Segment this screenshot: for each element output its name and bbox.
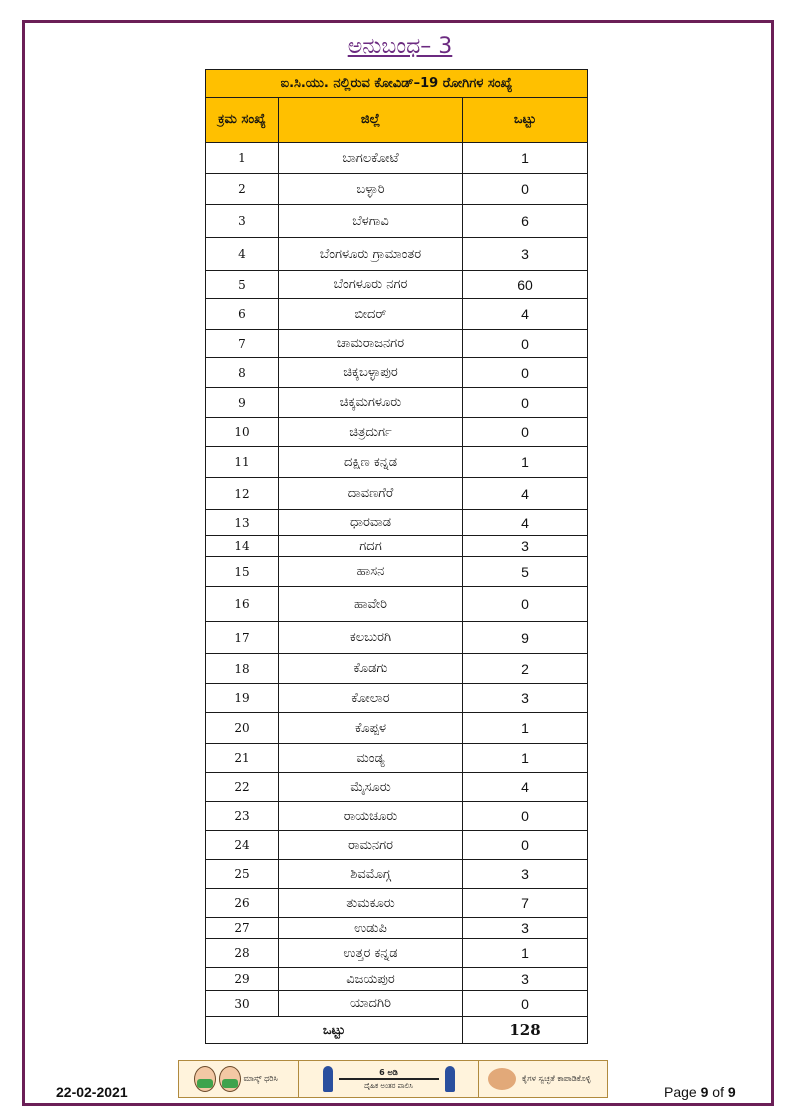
hand-wash-icon	[488, 1068, 516, 1090]
person-icon	[445, 1066, 455, 1092]
table-row	[206, 330, 588, 358]
row-total: 1	[463, 143, 588, 174]
mask-section	[179, 1061, 299, 1097]
row-total: 0	[463, 418, 588, 447]
row-sl-no: 6	[206, 299, 279, 330]
row-sl-no: 13	[206, 510, 279, 536]
table-row	[206, 713, 588, 744]
row-total: 3	[463, 860, 588, 889]
hygiene-text: ಕೈಗಳ ಸ್ವಚ್ಛತೆ ಕಾಪಾಡಿಕೊಳ್ಳಿ	[522, 1074, 591, 1083]
table-row	[206, 684, 588, 713]
row-sl-no: 4	[206, 238, 279, 271]
distance-value: 6 ಅಡಿ	[379, 1067, 398, 1077]
masked-face-icon	[194, 1066, 216, 1092]
icu-covid-table	[205, 69, 588, 1044]
row-sl-no: 19	[206, 684, 279, 713]
row-district: ಬೀದರ್	[279, 299, 463, 330]
row-district: ಕೋಲಾರ	[279, 684, 463, 713]
row-total: 4	[463, 773, 588, 802]
table-row	[206, 299, 588, 330]
row-sl-no: 21	[206, 744, 279, 773]
row-sl-no: 29	[206, 968, 279, 991]
row-total: 3	[463, 536, 588, 557]
table-row	[206, 773, 588, 802]
hygiene-section	[479, 1061, 607, 1097]
row-total: 2	[463, 654, 588, 684]
row-sl-no: 15	[206, 557, 279, 587]
page-number	[664, 1084, 736, 1100]
row-district: ದಾವಣಗೆರೆ	[279, 478, 463, 510]
row-total: 6	[463, 205, 588, 238]
table-row	[206, 802, 588, 831]
row-sl-no: 28	[206, 939, 279, 968]
header-sl-no: ಕ್ರಮ ಸಂಖ್ಯೆ	[206, 98, 279, 143]
annex-title: ಅನುಬಂಧ– 3	[347, 34, 453, 59]
table-row	[206, 939, 588, 968]
distance-text: ದೈಹಿಕ ಅಂತರ ಪಾಲಿಸಿ	[364, 1081, 413, 1090]
row-district: ಕೊಪ್ಪಳ	[279, 713, 463, 744]
table-row	[206, 358, 588, 388]
row-total: 4	[463, 510, 588, 536]
row-district: ರಾಯಚೂರು	[279, 802, 463, 831]
row-district: ತುಮಕೂರು	[279, 889, 463, 918]
row-total: 0	[463, 388, 588, 418]
row-sl-no: 2	[206, 174, 279, 205]
table-row	[206, 174, 588, 205]
distance-section	[299, 1061, 479, 1097]
report-date: 22-02-2021	[56, 1084, 128, 1100]
table-row	[206, 143, 588, 174]
row-total: 0	[463, 587, 588, 622]
row-total: 4	[463, 299, 588, 330]
row-total: 0	[463, 991, 588, 1017]
table-row	[206, 388, 588, 418]
row-sl-no: 1	[206, 143, 279, 174]
row-sl-no: 25	[206, 860, 279, 889]
row-sl-no: 16	[206, 587, 279, 622]
row-sl-no: 30	[206, 991, 279, 1017]
masked-face-icon	[219, 1066, 241, 1092]
row-sl-no: 12	[206, 478, 279, 510]
total-value: 128	[463, 1017, 588, 1044]
row-district: ದಕ್ಷಿಣ ಕನ್ನಡ	[279, 447, 463, 478]
row-total: 0	[463, 802, 588, 831]
table-row	[206, 478, 588, 510]
row-total: 0	[463, 330, 588, 358]
row-sl-no: 26	[206, 889, 279, 918]
row-district: ಚಿಕ್ಕಮಗಳೂರು	[279, 388, 463, 418]
row-sl-no: 27	[206, 918, 279, 939]
row-district: ಕಲಬುರಗಿ	[279, 622, 463, 654]
table-total-row	[206, 1017, 588, 1044]
row-sl-no: 8	[206, 358, 279, 388]
row-district: ಗದಗ	[279, 536, 463, 557]
row-district: ಶಿವಮೊಗ್ಗ	[279, 860, 463, 889]
row-total: 4	[463, 478, 588, 510]
row-sl-no: 17	[206, 622, 279, 654]
row-sl-no: 10	[206, 418, 279, 447]
double-arrow-icon	[339, 1078, 439, 1080]
row-district: ರಾಮನಗರ	[279, 831, 463, 860]
row-district: ಚಿತ್ರದುರ್ಗ	[279, 418, 463, 447]
table-row	[206, 510, 588, 536]
row-district: ಬೆಳಗಾವಿ	[279, 205, 463, 238]
row-district: ಉಡುಪಿ	[279, 918, 463, 939]
row-district: ಚಾಮರಾಜನಗರ	[279, 330, 463, 358]
table-row	[206, 622, 588, 654]
row-district: ಯಾದಗಿರಿ	[279, 991, 463, 1017]
mask-text: ಮಾಸ್ಕ್ ಧರಿಸಿ	[243, 1074, 278, 1083]
table-title: ಐ.ಸಿ.ಯು. ನಲ್ಲಿರುವ ಕೋವಿಡ್–19 ರೋಗಿಗಳ ಸಂಖ್ಯೆ	[206, 70, 588, 98]
total-label: ಒಟ್ಟು	[206, 1017, 463, 1044]
table-row	[206, 205, 588, 238]
row-district: ಕೊಡಗು	[279, 654, 463, 684]
row-sl-no: 20	[206, 713, 279, 744]
covid-safety-banner	[178, 1060, 608, 1098]
row-total: 1	[463, 713, 588, 744]
row-total: 3	[463, 684, 588, 713]
row-total: 0	[463, 174, 588, 205]
page-of: of	[712, 1084, 724, 1100]
row-total: 0	[463, 831, 588, 860]
table-row	[206, 557, 588, 587]
person-icon	[323, 1066, 333, 1092]
row-total: 60	[463, 271, 588, 299]
table-row	[206, 654, 588, 684]
row-total: 5	[463, 557, 588, 587]
row-sl-no: 7	[206, 330, 279, 358]
row-total: 1	[463, 447, 588, 478]
row-total: 1	[463, 939, 588, 968]
table-row	[206, 744, 588, 773]
table-header-row	[206, 98, 588, 143]
row-district: ಹಾಸನ	[279, 557, 463, 587]
row-district: ಬಾಗಲಕೋಟೆ	[279, 143, 463, 174]
table-row	[206, 587, 588, 622]
row-district: ಬಳ್ಳಾರಿ	[279, 174, 463, 205]
row-district: ಧಾರವಾಡ	[279, 510, 463, 536]
table-row	[206, 918, 588, 939]
table-row	[206, 238, 588, 271]
table-row	[206, 831, 588, 860]
row-total: 3	[463, 968, 588, 991]
row-total: 0	[463, 358, 588, 388]
row-sl-no: 22	[206, 773, 279, 802]
header-total: ಒಟ್ಟು	[463, 98, 588, 143]
row-district: ಬೆಂಗಳೂರು ಗ್ರಾಮಾಂತರ	[279, 238, 463, 271]
row-sl-no: 18	[206, 654, 279, 684]
table-row	[206, 447, 588, 478]
row-district: ಉತ್ತರ ಕನ್ನಡ	[279, 939, 463, 968]
row-district: ಹಾವೇರಿ	[279, 587, 463, 622]
table-row	[206, 418, 588, 447]
row-total: 9	[463, 622, 588, 654]
row-district: ವಿಜಯಪುರ	[279, 968, 463, 991]
table-row	[206, 536, 588, 557]
table-row	[206, 271, 588, 299]
row-sl-no: 3	[206, 205, 279, 238]
page-current: 9	[700, 1084, 709, 1100]
row-sl-no: 14	[206, 536, 279, 557]
row-sl-no: 11	[206, 447, 279, 478]
row-sl-no: 5	[206, 271, 279, 299]
row-district: ಬೆಂಗಳೂರು ನಗರ	[279, 271, 463, 299]
row-district: ಚಿಕ್ಕಬಳ್ಳಾಪುರ	[279, 358, 463, 388]
row-total: 3	[463, 238, 588, 271]
table-row	[206, 991, 588, 1017]
table-row	[206, 968, 588, 991]
table-title-row	[206, 70, 588, 98]
row-total: 1	[463, 744, 588, 773]
page-total: 9	[727, 1084, 736, 1100]
page-prefix: Page	[664, 1084, 697, 1100]
row-total: 7	[463, 889, 588, 918]
table-row	[206, 889, 588, 918]
header-district: ಜಿಲ್ಲೆ	[279, 98, 463, 143]
row-sl-no: 9	[206, 388, 279, 418]
row-sl-no: 23	[206, 802, 279, 831]
row-sl-no: 24	[206, 831, 279, 860]
table-row	[206, 860, 588, 889]
row-district: ಮಂಡ್ಯ	[279, 744, 463, 773]
row-district: ಮೈಸೂರು	[279, 773, 463, 802]
row-total: 3	[463, 918, 588, 939]
